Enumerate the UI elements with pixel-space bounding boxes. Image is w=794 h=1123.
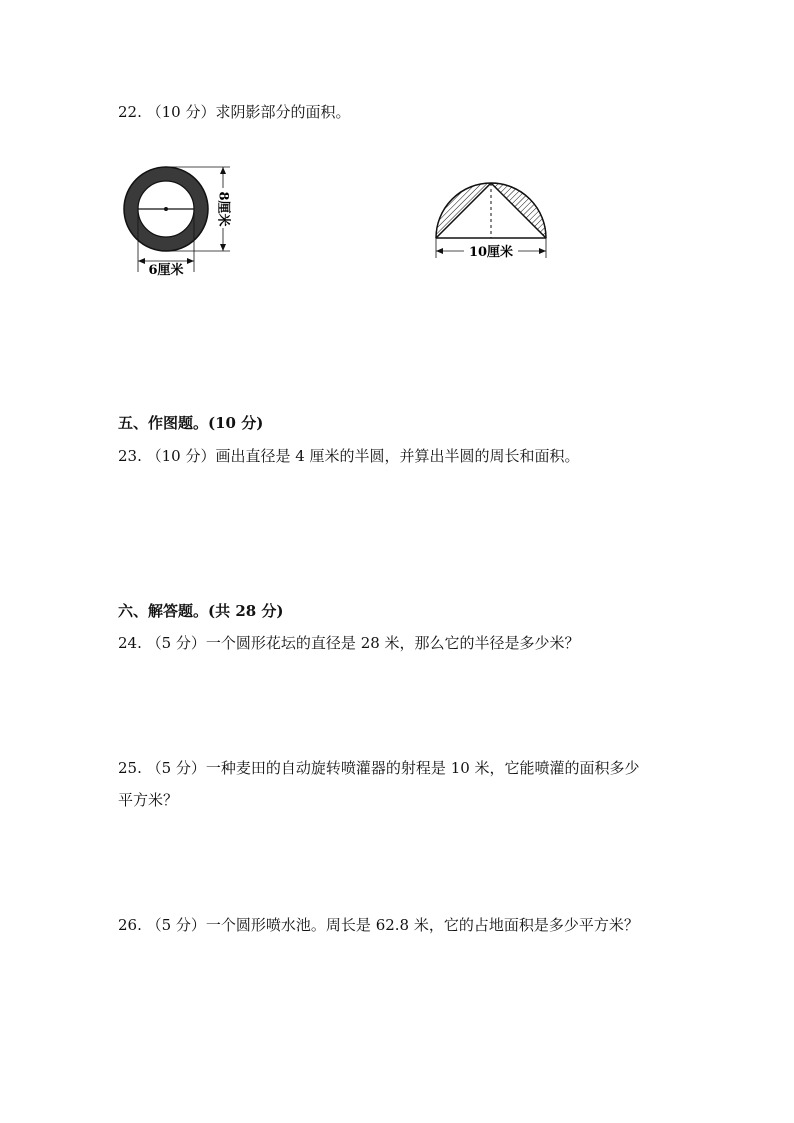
question-26: 26. （5 分）一个圆形喷水池。周长是 62.8 米，它的占地面积是多少平方米？ [118, 916, 639, 934]
question-23: 23. （10 分）画出直径是 4 厘米的半圆，并算出半圆的周长和面积。 [118, 447, 580, 465]
question-24: 24. （5 分）一个圆形花坛的直径是 28 米，那么它的半径是多少米？ [118, 634, 580, 652]
section-6-heading: 六、解答题。(共 28 分) [118, 602, 284, 620]
question-25-line-2: 平方米？ [118, 791, 179, 809]
inner-diameter-label: 6厘米 [148, 263, 184, 278]
section-5-heading: 五、作图题。(10 分) [118, 414, 264, 432]
ring-figure [118, 160, 248, 282]
question-22: 22. （10 分）求阴影部分的面积。 [118, 103, 351, 121]
outer-diameter-label: 8厘米 [215, 191, 231, 227]
base-length-label: 10厘米 [468, 245, 514, 260]
question-25-line-1: 25. （5 分）一种麦田的自动旋转喷灌器的射程是 10 米，它能喷灌的面积多少 [118, 759, 640, 777]
semicircle-figure [430, 178, 554, 264]
